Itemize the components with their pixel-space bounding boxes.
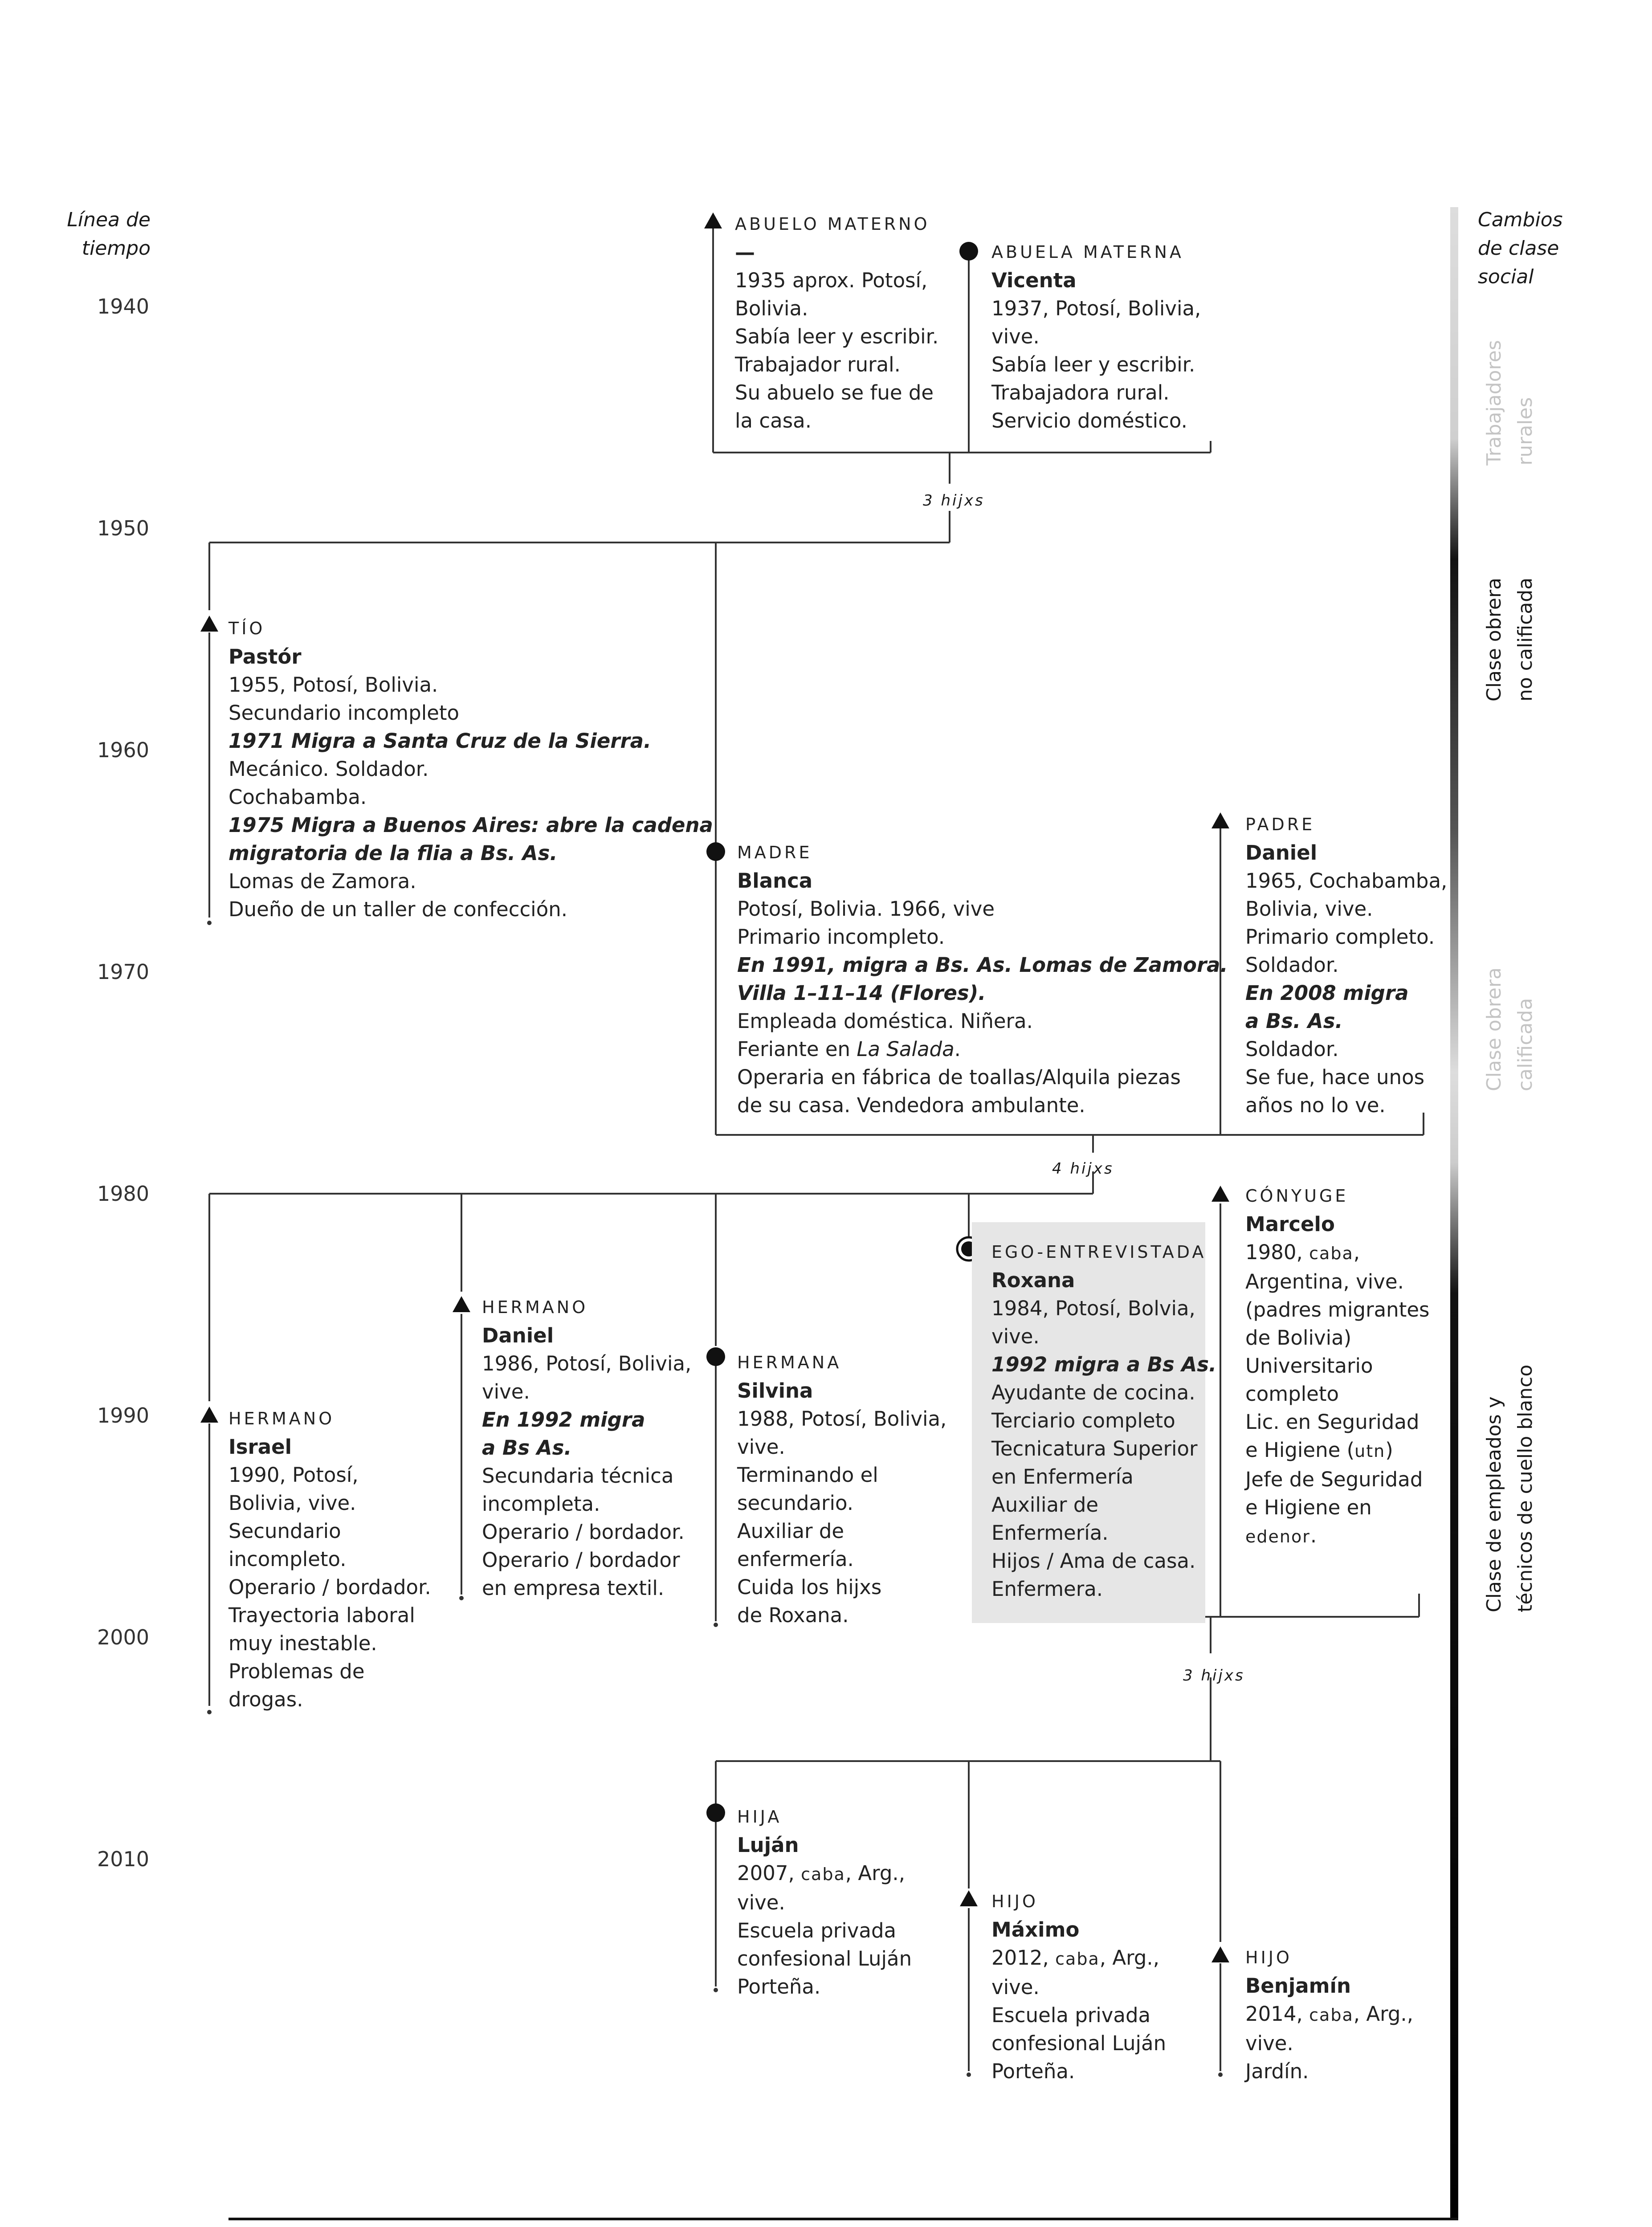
detail-line: Operario / bordador: [482, 1548, 680, 1572]
year-label: 1980: [97, 1182, 150, 1206]
detail-line: [1245, 1521, 1429, 1551]
detail-line: [1245, 2000, 1413, 2029]
male-marker-abuelo: [704, 212, 722, 228]
detail-line: Enfermera.: [991, 1577, 1103, 1601]
role-label: MADRE: [737, 843, 812, 862]
migration-line: 1975 Migra a Buenos Aires: abre la cadena: [228, 813, 713, 837]
detail-line: Trabajadora rural.: [991, 381, 1170, 404]
detail-line: Bolivia, vive.: [1245, 897, 1373, 921]
detail-line: Terciario completo: [991, 1409, 1175, 1432]
detail-line: Primario completo.: [1245, 925, 1435, 949]
detail-line: e Higiene en: [1245, 1496, 1372, 1519]
text-part: ): [1385, 1438, 1393, 1462]
text-part: , Arg.,: [1353, 2002, 1414, 2026]
male-marker-tio: [200, 616, 218, 632]
year-label: 1970: [97, 960, 150, 984]
text-part: e Higiene (: [1245, 1438, 1355, 1462]
children-count-grandparents: 3 hijxs: [923, 492, 985, 510]
text-part: ,: [1353, 1240, 1360, 1264]
detail-line: Secundario incompleto: [228, 701, 460, 725]
person-tio: [228, 615, 713, 923]
class-axis-title: [1478, 206, 1563, 291]
timeline-title: [61, 206, 151, 263]
person-name: Marcelo: [1245, 1212, 1335, 1236]
detail-line: Porteña.: [991, 2060, 1075, 2083]
detail-line: de Roxana.: [737, 1603, 849, 1627]
year-label: 1960: [97, 738, 150, 762]
detail-line: [991, 1944, 1166, 1973]
detail-line: Secundario: [228, 1519, 341, 1543]
detail-line: vive.: [991, 1975, 1040, 1999]
detail-line: vive.: [1245, 2031, 1293, 2055]
person-roxana-ego: [991, 1238, 1216, 1603]
migration-line: 1992 migra a Bs As.: [991, 1353, 1217, 1376]
children-count-ego: 3 hijxs: [1183, 1667, 1245, 1685]
detail-line: secundario.: [737, 1491, 854, 1515]
detail-line: 1988, Potosí, Bolivia,: [737, 1407, 947, 1431]
person-name: Máximo: [991, 1918, 1080, 1941]
role-label: EGO-ENTREVISTADA: [991, 1242, 1207, 1262]
person-name: Pastór: [228, 645, 302, 669]
class-axis-title-line2: de clase: [1478, 237, 1559, 260]
detail-line: 1937, Potosí, Bolivia,: [991, 297, 1201, 320]
detail-line: Auxiliar de: [991, 1493, 1099, 1517]
detail-line: Tecnicatura Superior: [991, 1437, 1198, 1460]
text-part: 1980,: [1245, 1240, 1309, 1264]
text-part: caba: [1309, 2005, 1354, 2025]
role-label: HIJA: [737, 1807, 782, 1827]
female-marker-lujan: [706, 1803, 725, 1822]
detail-line: años no lo ve.: [1245, 1093, 1386, 1117]
detail-line: de Bolivia): [1245, 1326, 1352, 1350]
role-label: HERMANO: [228, 1409, 335, 1428]
detail-line: Servicio doméstico.: [991, 409, 1187, 432]
person-padre: [1245, 811, 1447, 1119]
person-israel: [228, 1405, 431, 1713]
detail-line: Sabía leer y escribir.: [991, 353, 1195, 376]
person-name: Luján: [737, 1833, 799, 1857]
text-part: edenor: [1245, 1527, 1310, 1546]
detail-line: [737, 1859, 912, 1888]
male-marker-padre: [1211, 812, 1229, 828]
text-part: La Salada: [857, 1037, 954, 1061]
class-label-calificada: [1479, 967, 1541, 1091]
person-lujan: [737, 1803, 912, 2001]
detail-line: la casa.: [735, 409, 812, 432]
male-marker-benjamin: [1211, 1946, 1229, 1962]
text-part: caba: [801, 1864, 845, 1884]
role-label: HERMANA: [737, 1353, 842, 1372]
detail-line: Universitario: [1245, 1354, 1373, 1378]
detail-line: [737, 1035, 1228, 1063]
detail-line: Primario incompleto.: [737, 925, 945, 949]
detail-line: Trabajador rural.: [735, 353, 901, 376]
detail-line: 1955, Potosí, Bolivia.: [228, 673, 438, 697]
text-part: .: [954, 1037, 961, 1061]
detail-line: confesional Luján: [737, 1947, 912, 1970]
migration-line: 1971 Migra a Santa Cruz de la Sierra.: [228, 729, 652, 753]
year-label: 1950: [97, 516, 150, 540]
male-marker-maximo: [960, 1890, 978, 1906]
text-part: , Arg.,: [1099, 1946, 1160, 1970]
detail-line: 1935 aprox. Potosí,: [735, 269, 928, 292]
class-label-line: Clase de empleados y: [1483, 1396, 1505, 1612]
detail-line: Escuela privada: [991, 2003, 1151, 2027]
text-part: caba: [1309, 1244, 1354, 1263]
person-silvina: [737, 1349, 946, 1629]
detail-line: Lomas de Zamora.: [228, 869, 416, 893]
detail-line: Su abuelo se fue de: [735, 381, 934, 404]
detail-line: Jefe de Seguridad: [1245, 1468, 1423, 1491]
class-label-line: rurales: [1514, 397, 1537, 465]
year-label: 2000: [97, 1625, 150, 1649]
detail-line: en empresa textil.: [482, 1576, 665, 1600]
year-label: 1940: [97, 294, 150, 318]
text-part: , Arg.,: [845, 1861, 906, 1885]
detail-line: [1245, 1436, 1429, 1465]
detail-line: 1986, Potosí, Bolivia,: [482, 1352, 692, 1375]
detail-line: de su casa. Vendedora ambulante.: [737, 1093, 1085, 1117]
migration-line: En 1992 migra: [482, 1408, 645, 1432]
detail-line: Jardín.: [1245, 2060, 1309, 2083]
timeline-title-line2: tiempo: [82, 237, 151, 260]
detail-line: vive.: [482, 1380, 530, 1403]
person-name: Israel: [228, 1435, 292, 1459]
male-marker-israel: [200, 1407, 218, 1423]
detail-line: Soldador.: [1245, 1037, 1339, 1061]
detail-line: Ayudante de cocina.: [991, 1381, 1195, 1404]
female-marker-silvina: [706, 1347, 725, 1366]
detail-line: Se fue, hace unos: [1245, 1065, 1425, 1089]
person-name: Vicenta: [991, 269, 1077, 292]
text-part: 2014,: [1245, 2002, 1309, 2026]
detail-line: muy inestable.: [228, 1632, 377, 1655]
person-name: Daniel: [482, 1324, 554, 1347]
detail-line: incompleta.: [482, 1492, 600, 1516]
detail-line: Secundaria técnica: [482, 1464, 674, 1488]
detail-line: 1984, Potosí, Bolvia,: [991, 1297, 1195, 1320]
class-label-line: no calificada: [1514, 577, 1537, 702]
migration-line: a Bs As.: [482, 1436, 572, 1460]
detail-line: Terminando el: [737, 1463, 878, 1487]
role-label: ABUELO MATERNO: [735, 214, 930, 234]
detail-line: Operaria en fábrica de toallas/Alquila piezas: [737, 1065, 1181, 1089]
detail-line: 1990, Potosí,: [228, 1463, 359, 1487]
female-marker-abuela: [959, 242, 978, 261]
detail-line: [1245, 1238, 1429, 1268]
detail-line: Operario / bordador.: [482, 1520, 685, 1544]
detail-line: Sabía leer y escribir.: [735, 325, 939, 348]
detail-line: Problemas de: [228, 1660, 365, 1683]
detail-line: Argentina, vive.: [1245, 1270, 1404, 1293]
person-abuela: [991, 238, 1201, 435]
detail-line: completo: [1245, 1382, 1339, 1406]
role-label: HIJO: [991, 1892, 1038, 1911]
person-name: —: [735, 241, 755, 264]
migration-line: En 1991, migra a Bs. As. Lomas de Zamora.: [737, 953, 1228, 977]
person-name: Roxana: [991, 1268, 1075, 1292]
class-label-line: Trabajadores: [1483, 340, 1505, 465]
person-daniel-hermano: [482, 1293, 691, 1602]
detail-line: Soldador.: [1245, 953, 1339, 977]
class-gradient-bar: [1450, 207, 1458, 2219]
detail-line: vive.: [991, 1325, 1040, 1348]
class-label-line: Clase obrera: [1483, 578, 1505, 702]
role-label: HERMANO: [482, 1297, 588, 1317]
text-part: caba: [1055, 1949, 1100, 1969]
male-marker-conyuge: [1211, 1186, 1229, 1202]
class-axis-title-line3: social: [1478, 265, 1534, 288]
person-madre: [737, 839, 1228, 1119]
detail-line: Porteña.: [737, 1975, 821, 1999]
detail-line: Cuida los hijxs: [737, 1575, 882, 1599]
detail-line: Enfermería.: [991, 1521, 1109, 1545]
migration-line: Villa 1–11–14 (Flores).: [737, 981, 986, 1005]
person-abuelo: [735, 210, 938, 435]
detail-line: Bolivia.: [735, 297, 808, 320]
detail-line: Trayectoria laboral: [228, 1603, 415, 1627]
timeline-title-line1: Línea de: [67, 208, 151, 231]
migration-line: En 2008 migra: [1245, 981, 1409, 1005]
detail-line: confesional Luján: [991, 2031, 1167, 2055]
detail-line: Empleada doméstica. Niñera.: [737, 1009, 1033, 1033]
text-part: .: [1310, 1524, 1317, 1547]
role-label: TÍO: [228, 619, 265, 638]
role-label: HIJO: [1245, 1948, 1292, 1967]
children-count-parents: 4 hijxs: [1052, 1160, 1114, 1178]
class-label-line: calificada: [1514, 998, 1537, 1091]
person-marcelo: [1245, 1182, 1429, 1551]
male-marker-daniel-hermano: [453, 1296, 470, 1312]
person-name: Silvina: [737, 1379, 813, 1403]
detail-line: en Enfermería: [991, 1465, 1134, 1489]
class-label-line: Clase obrera: [1483, 967, 1505, 1091]
class-label-line: técnicos de cuello blanco: [1514, 1364, 1537, 1612]
detail-line: Potosí, Bolivia. 1966, vive: [737, 897, 995, 921]
text-part: utn: [1354, 1441, 1386, 1461]
detail-line: vive.: [737, 1891, 785, 1914]
detail-line: drogas.: [228, 1688, 303, 1711]
role-label: ABUELA MATERNA: [991, 242, 1184, 262]
migration-line: migratoria de la flia a Bs. As.: [228, 841, 558, 865]
class-label-cuello-blanco: [1479, 1365, 1541, 1612]
detail-line: Lic. en Seguridad: [1245, 1410, 1419, 1434]
role-label: PADRE: [1245, 815, 1315, 834]
detail-line: incompleto.: [228, 1547, 347, 1571]
person-name: Benjamín: [1245, 1974, 1351, 1998]
year-label: 2010: [97, 1847, 150, 1871]
detail-line: vive.: [991, 325, 1040, 348]
text-part: 2012,: [991, 1946, 1056, 1970]
detail-line: 1965, Cochabamba,: [1245, 869, 1448, 893]
detail-line: Operario / bordador.: [228, 1575, 431, 1599]
year-label: 1990: [97, 1403, 150, 1428]
class-label-no-calificada: [1479, 578, 1541, 702]
detail-line: Mecánico. Soldador.: [228, 757, 429, 781]
detail-line: Cochabamba.: [228, 785, 367, 809]
detail-line: Escuela privada: [737, 1919, 897, 1942]
detail-line: Hijos / Ama de casa.: [991, 1549, 1196, 1573]
person-benjamin: [1245, 1944, 1413, 2085]
class-label-rural: [1479, 340, 1541, 465]
detail-line: Dueño de un taller de confección.: [228, 897, 568, 921]
class-axis-title-line1: Cambios: [1478, 208, 1563, 231]
detail-line: Auxiliar de: [737, 1519, 844, 1543]
detail-line: enfermería.: [737, 1547, 854, 1571]
text-part: Feriante en: [737, 1037, 857, 1061]
role-label: CÓNYUGE: [1245, 1186, 1349, 1206]
detail-line: vive.: [737, 1435, 785, 1459]
person-name: Blanca: [737, 869, 813, 893]
text-part: 2007,: [737, 1861, 801, 1885]
person-name: Daniel: [1245, 841, 1318, 865]
person-maximo: [991, 1888, 1166, 2085]
detail-line: Bolivia, vive.: [228, 1491, 356, 1515]
detail-line: (padres migrantes: [1245, 1298, 1430, 1322]
migration-line: a Bs. As.: [1245, 1009, 1343, 1033]
